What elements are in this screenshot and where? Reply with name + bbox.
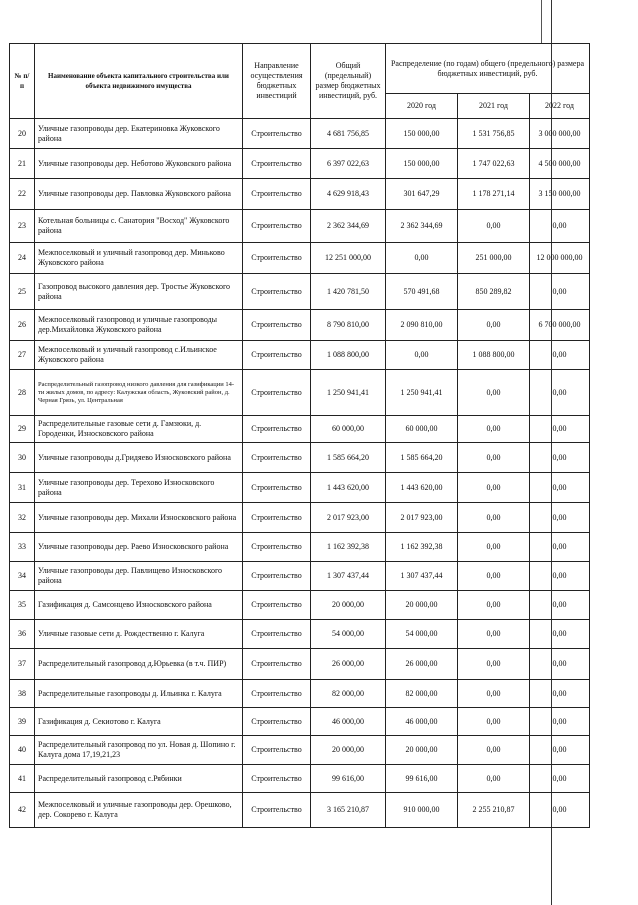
row-number: 42	[10, 793, 35, 828]
investment-direction: Строительство	[243, 210, 311, 243]
row-number: 28	[10, 370, 35, 416]
investment-direction: Строительство	[243, 680, 311, 708]
amount-2021: 251 000,00	[458, 243, 530, 274]
investment-direction: Строительство	[243, 149, 311, 179]
header-distribution: Распределение (по годам) общего (предельного) размера бюджетных инвестиций, руб.	[386, 44, 590, 94]
row-number: 23	[10, 210, 35, 243]
total-amount: 1 443 620,00	[311, 473, 386, 503]
row-number: 30	[10, 443, 35, 473]
row-number: 21	[10, 149, 35, 179]
object-name: Распределительный газопровод низкого давления для газификации 14-ти жилых домов, по адресу: Калужская область, Жуковский район, д. Черная Грязь, ул. Центральная	[35, 370, 243, 416]
amount-2022: 0,00	[530, 533, 590, 562]
object-name: Распределительные газопроводы д. Ильинка г. Калуга	[35, 680, 243, 708]
object-name: Уличные газопроводы дер. Павловка Жуковского района	[35, 179, 243, 210]
amount-2020: 1 162 392,38	[386, 533, 458, 562]
object-name: Межпоселковый и уличные газопроводы дер. Орешково, дер. Сокорево г. Калуга	[35, 793, 243, 828]
amount-2020: 150 000,00	[386, 119, 458, 149]
investment-direction: Строительство	[243, 473, 311, 503]
amount-2022: 0,00	[530, 591, 590, 620]
amount-2022: 0,00	[530, 274, 590, 310]
amount-2020: 0,00	[386, 341, 458, 370]
amount-2022: 4 500 000,00	[530, 149, 590, 179]
object-name: Уличные газопроводы дер. Екатериновка Жуковского района	[35, 119, 243, 149]
amount-2020: 26 000,00	[386, 649, 458, 680]
total-amount: 4 681 756,85	[311, 119, 386, 149]
row-number: 24	[10, 243, 35, 274]
object-name: Уличные газопроводы дер. Терехово Износковского района	[35, 473, 243, 503]
table-row	[10, 443, 590, 473]
investment-direction: Строительство	[243, 562, 311, 591]
investment-table	[9, 43, 590, 828]
amount-2020: 99 616,00	[386, 765, 458, 793]
row-number: 39	[10, 708, 35, 736]
amount-2020: 301 647,29	[386, 179, 458, 210]
row-number: 26	[10, 310, 35, 341]
amount-2021: 0,00	[458, 649, 530, 680]
row-number: 41	[10, 765, 35, 793]
investment-direction: Строительство	[243, 649, 311, 680]
row-number: 32	[10, 503, 35, 533]
header-direction: Направление осуществления бюджетных инвестиций	[243, 44, 311, 119]
amount-2021: 0,00	[458, 310, 530, 341]
amount-2022: 0,00	[530, 473, 590, 503]
scan-line-top	[541, 0, 542, 44]
row-number: 22	[10, 179, 35, 210]
amount-2020: 1 585 664,20	[386, 443, 458, 473]
amount-2022: 0,00	[530, 210, 590, 243]
amount-2022: 6 700 000,00	[530, 310, 590, 341]
object-name: Распределительный газопровод по ул. Новая д. Шопино г. Калуга дома 17,19,21,23	[35, 736, 243, 765]
amount-2021: 0,00	[458, 443, 530, 473]
amount-2022: 3 150 000,00	[530, 179, 590, 210]
total-amount: 46 000,00	[311, 708, 386, 736]
amount-2020: 150 000,00	[386, 149, 458, 179]
row-number: 34	[10, 562, 35, 591]
amount-2022: 0,00	[530, 708, 590, 736]
table-row	[10, 243, 590, 274]
row-number: 25	[10, 274, 35, 310]
investment-direction: Строительство	[243, 443, 311, 473]
total-amount: 6 397 022,63	[311, 149, 386, 179]
table-row	[10, 793, 590, 828]
total-amount: 1 250 941,41	[311, 370, 386, 416]
amount-2020: 2 090 810,00	[386, 310, 458, 341]
table-row	[10, 473, 590, 503]
amount-2021: 0,00	[458, 591, 530, 620]
object-name: Котельная больницы с. Санатория "Восход" Жуковского района	[35, 210, 243, 243]
total-amount: 2 362 344,69	[311, 210, 386, 243]
table-row	[10, 149, 590, 179]
row-number: 31	[10, 473, 35, 503]
table-row	[10, 708, 590, 736]
total-amount: 82 000,00	[311, 680, 386, 708]
amount-2022: 0,00	[530, 649, 590, 680]
object-name: Распределительный газопровод с.Рябинки	[35, 765, 243, 793]
table-row	[10, 533, 590, 562]
amount-2022: 0,00	[530, 736, 590, 765]
amount-2021: 1 531 756,85	[458, 119, 530, 149]
table-row	[10, 649, 590, 680]
table-row	[10, 310, 590, 341]
investment-direction: Строительство	[243, 503, 311, 533]
investment-direction: Строительство	[243, 591, 311, 620]
investment-direction: Строительство	[243, 243, 311, 274]
object-name: Распределительные газовые сети д. Гамзюки, д. Городенки, Износковского района	[35, 416, 243, 443]
table-row	[10, 370, 590, 416]
table-row	[10, 341, 590, 370]
total-amount: 1 307 437,44	[311, 562, 386, 591]
object-name: Уличные газопроводы дер. Раево Износковского района	[35, 533, 243, 562]
amount-2021: 0,00	[458, 416, 530, 443]
table-row	[10, 179, 590, 210]
object-name: Межпоселковый газопровод и уличные газопроводы дер.Михайловка Жуковского района	[35, 310, 243, 341]
row-number: 27	[10, 341, 35, 370]
amount-2020: 2 017 923,00	[386, 503, 458, 533]
object-name: Уличные газопроводы д.Гридяево Износковского района	[35, 443, 243, 473]
header-name: Наименование объекта капитального строительства или объекта недвижимого имущества	[35, 44, 243, 119]
amount-2021: 0,00	[458, 708, 530, 736]
amount-2021: 1 747 022,63	[458, 149, 530, 179]
amount-2022: 0,00	[530, 793, 590, 828]
investment-direction: Строительство	[243, 119, 311, 149]
amount-2021: 0,00	[458, 473, 530, 503]
amount-2021: 2 255 210,87	[458, 793, 530, 828]
total-amount: 60 000,00	[311, 416, 386, 443]
amount-2021: 0,00	[458, 370, 530, 416]
table-row	[10, 210, 590, 243]
amount-2022: 0,00	[530, 370, 590, 416]
amount-2021: 0,00	[458, 736, 530, 765]
investment-direction: Строительство	[243, 793, 311, 828]
table-row	[10, 620, 590, 649]
object-name: Газопровод высокого давления дер. Тростье Жуковского района	[35, 274, 243, 310]
total-amount: 8 790 810,00	[311, 310, 386, 341]
table-body	[10, 119, 590, 828]
row-number: 38	[10, 680, 35, 708]
investment-direction: Строительство	[243, 416, 311, 443]
amount-2021: 1 088 800,00	[458, 341, 530, 370]
object-name: Уличные газопроводы дер. Павлищево Износковского района	[35, 562, 243, 591]
investment-direction: Строительство	[243, 274, 311, 310]
amount-2022: 0,00	[530, 416, 590, 443]
total-amount: 54 000,00	[311, 620, 386, 649]
amount-2020: 910 000,00	[386, 793, 458, 828]
row-number: 40	[10, 736, 35, 765]
header-total: Общий (предельный) размер бюджетных инвестиций, руб.	[311, 44, 386, 119]
amount-2021: 0,00	[458, 562, 530, 591]
header-year-2021: 2021 год	[458, 94, 530, 119]
amount-2020: 20 000,00	[386, 736, 458, 765]
amount-2020: 1 443 620,00	[386, 473, 458, 503]
amount-2020: 20 000,00	[386, 591, 458, 620]
total-amount: 3 165 210,87	[311, 793, 386, 828]
investment-direction: Строительство	[243, 370, 311, 416]
total-amount: 26 000,00	[311, 649, 386, 680]
investment-direction: Строительство	[243, 179, 311, 210]
amount-2020: 570 491,68	[386, 274, 458, 310]
amount-2022: 0,00	[530, 562, 590, 591]
object-name: Газификация д. Самсонцево Износковского района	[35, 591, 243, 620]
total-amount: 4 629 918,43	[311, 179, 386, 210]
row-number: 37	[10, 649, 35, 680]
amount-2020: 82 000,00	[386, 680, 458, 708]
row-number: 33	[10, 533, 35, 562]
total-amount: 1 585 664,20	[311, 443, 386, 473]
row-number: 29	[10, 416, 35, 443]
object-name: Межпоселковый и уличный газопровод с.Ильинское Жуковского района	[35, 341, 243, 370]
amount-2021: 850 289,82	[458, 274, 530, 310]
amount-2022: 3 000 000,00	[530, 119, 590, 149]
header-year-2022: 2022 год	[530, 94, 590, 119]
amount-2022: 0,00	[530, 680, 590, 708]
amount-2022: 0,00	[530, 765, 590, 793]
investment-direction: Строительство	[243, 765, 311, 793]
table-row	[10, 562, 590, 591]
amount-2021: 0,00	[458, 210, 530, 243]
total-amount: 99 616,00	[311, 765, 386, 793]
amount-2022: 0,00	[530, 443, 590, 473]
table-row	[10, 416, 590, 443]
investment-direction: Строительство	[243, 620, 311, 649]
amount-2021: 1 178 271,14	[458, 179, 530, 210]
investment-direction: Строительство	[243, 310, 311, 341]
amount-2021: 0,00	[458, 503, 530, 533]
amount-2020: 54 000,00	[386, 620, 458, 649]
row-number: 35	[10, 591, 35, 620]
investment-direction: Строительство	[243, 736, 311, 765]
object-name: Уличные газопроводы дер. Михали Износковского района	[35, 503, 243, 533]
table-row	[10, 680, 590, 708]
object-name: Распределительный газопровод д.Юрьевка (в т.ч. ПИР)	[35, 649, 243, 680]
amount-2022: 0,00	[530, 503, 590, 533]
table-row	[10, 274, 590, 310]
header-year-2020: 2020 год	[386, 94, 458, 119]
total-amount: 1 420 781,50	[311, 274, 386, 310]
investment-direction: Строительство	[243, 341, 311, 370]
amount-2021: 0,00	[458, 533, 530, 562]
table-row	[10, 119, 590, 149]
table-row	[10, 765, 590, 793]
object-name: Газификация д. Секиотово г. Калуга	[35, 708, 243, 736]
row-number: 20	[10, 119, 35, 149]
amount-2020: 1 250 941,41	[386, 370, 458, 416]
object-name: Уличные газопроводы дер. Неботово Жуковского района	[35, 149, 243, 179]
amount-2022: 12 000 000,00	[530, 243, 590, 274]
total-amount: 2 017 923,00	[311, 503, 386, 533]
object-name: Межпоселковый и уличный газопровод дер. Миньково Жуковского района	[35, 243, 243, 274]
table-row	[10, 591, 590, 620]
total-amount: 1 088 800,00	[311, 341, 386, 370]
amount-2021: 0,00	[458, 620, 530, 649]
table-row	[10, 503, 590, 533]
investment-direction: Строительство	[243, 708, 311, 736]
amount-2020: 1 307 437,44	[386, 562, 458, 591]
amount-2020: 2 362 344,69	[386, 210, 458, 243]
amount-2020: 60 000,00	[386, 416, 458, 443]
table-row	[10, 736, 590, 765]
total-amount: 1 162 392,38	[311, 533, 386, 562]
row-number: 36	[10, 620, 35, 649]
total-amount: 20 000,00	[311, 736, 386, 765]
total-amount: 12 251 000,00	[311, 243, 386, 274]
header-num: № п/п	[10, 44, 35, 119]
total-amount: 20 000,00	[311, 591, 386, 620]
investment-direction: Строительство	[243, 533, 311, 562]
amount-2022: 0,00	[530, 341, 590, 370]
amount-2020: 46 000,00	[386, 708, 458, 736]
amount-2021: 0,00	[458, 680, 530, 708]
amount-2021: 0,00	[458, 765, 530, 793]
object-name: Уличные газовые сети д. Рождественно г. Калуга	[35, 620, 243, 649]
amount-2020: 0,00	[386, 243, 458, 274]
amount-2022: 0,00	[530, 620, 590, 649]
